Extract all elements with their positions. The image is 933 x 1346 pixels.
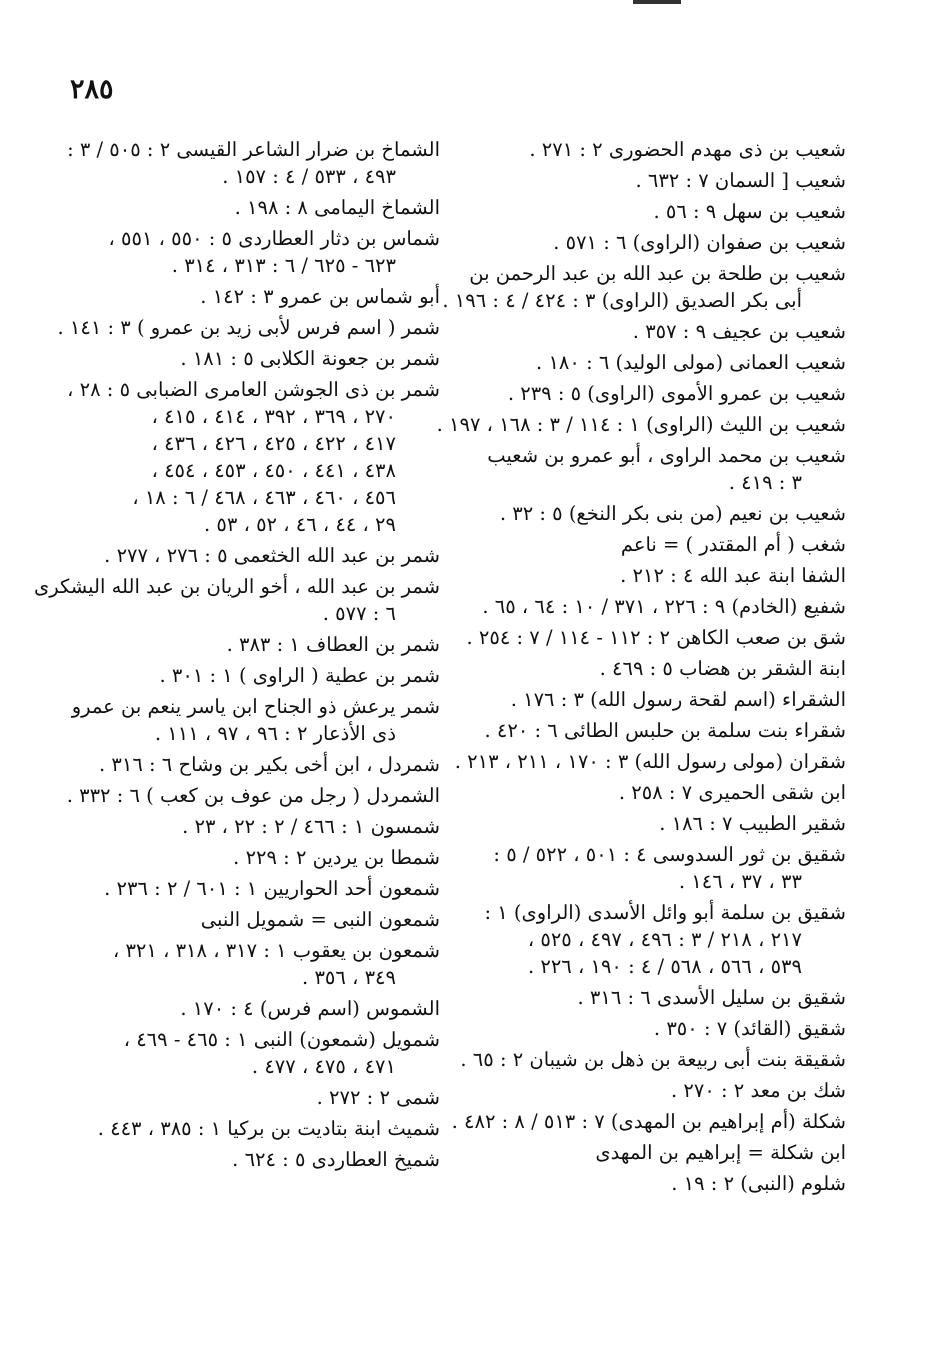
index-entry	[470, 779, 846, 806]
entry-line: شكلة (أم إبراهيم بن المهدى) ٧ : ٥١٣ / ٨ : ٤٨٢ .	[451, 1110, 846, 1133]
entry-line: شمويل (شمعون) النبى ١ : ٤٦٥ - ٤٦٩ ،	[123, 1028, 440, 1051]
index-entry	[470, 984, 846, 1011]
entry-continuation-line: ٦ : ٥٧٧ .	[322, 602, 396, 625]
entry-continuation-line: ٣ : ٤١٩ .	[728, 471, 802, 494]
index-entry	[470, 229, 846, 256]
index-entry	[68, 782, 440, 809]
entry-continuation-line: ٢١٧ ، ٢١٨ / ٣ : ٤٩٦ ، ٤٩٧ ، ٥٢٥ ،	[527, 928, 802, 951]
index-entry	[436, 411, 846, 438]
entry-line: شمسون ١ : ٤٦٦ / ٢ : ٢٢ ، ٢٣ .	[182, 815, 440, 838]
entry-line: ابنة الشقر بن هضاب ٥ : ٤٦٩ .	[599, 657, 846, 680]
entry-line: الشقراء (اسم لقحة رسول الله) ٣ : ١٧٦ .	[510, 688, 846, 711]
index-entry	[33, 573, 440, 627]
entry-line: شمر بن ذى الجوشن العامرى الضبابى ٥ : ٢٨ ،	[67, 378, 440, 401]
entry-line: شميخ العطاردى ٥ : ٦٢٤ .	[232, 1148, 440, 1171]
entry-line: شمى ٢ : ٢٧٢ .	[316, 1086, 440, 1109]
index-entry	[460, 1046, 846, 1073]
entry-line: شقيق (القائد) ٧ : ٣٥٠ .	[653, 1017, 846, 1040]
entry-continuation-line: ٣٤٩ ، ٣٥٦ .	[302, 966, 396, 989]
entry-continuation-line: ٤٣٨ ، ٤٤١ ، ٤٥٠ ، ٤٥٣ ، ٤٥٤ ،	[151, 459, 396, 482]
entry-line: شعيب بن نعيم (من بنى بكر النخع) ٥ : ٣٢ .	[499, 502, 846, 525]
index-entry	[470, 136, 846, 163]
index-entry	[68, 662, 440, 689]
entry-continuation-line: ٥٣٩ ، ٥٦٦ ، ٥٦٨ / ٤ : ١٩٠ ، ٢٢٦ .	[527, 955, 802, 978]
entry-line: شقيقة بنت أبى ربيعة بن ذهل بن شيبان ٢ : ٦٥ .	[460, 1048, 846, 1071]
index-entry	[68, 1115, 440, 1142]
entry-line: شقيق بن ثور السدوسى ٤ : ٥٠١ ، ٥٢٢ / ٥ :	[493, 843, 846, 866]
entry-line: شغب ( أم المقتدر ) = ناعم	[620, 533, 846, 556]
entry-line: شمر بن عطية ( الراوى ) ١ : ٣٠١ .	[159, 664, 440, 687]
index-entry	[470, 686, 846, 713]
entry-line: شميث ابنة بتاديت بن بركيا ١ : ٣٨٥ ، ٤٤٣ .	[97, 1117, 440, 1140]
index-entry	[470, 349, 846, 376]
index-entry	[466, 624, 846, 651]
index-entry	[68, 937, 440, 991]
entry-line: شق بن صعب الكاهن ٢ : ١١٢ - ١١٤ / ٧ : ٢٥٤ .	[466, 626, 846, 649]
entry-line: شقير الطبيب ٧ : ١٨٦ .	[659, 812, 846, 835]
entry-line: ابن شكلة = إبراهيم بن المهدى	[595, 1141, 846, 1164]
entry-continuation-line: ٢٩ ، ٤٤ ، ٤٦ ، ٥٢ ، ٥٣ .	[204, 513, 396, 536]
entry-line: شعيب بن عجيف ٩ : ٣٥٧ .	[632, 320, 846, 343]
entry-line: شقران (مولى رسول الله) ٣ : ١٧٠ ، ٢١١ ، ٢١٣ .	[454, 750, 846, 773]
index-entry	[68, 693, 440, 747]
index-entry	[68, 995, 440, 1022]
index-entry	[57, 314, 440, 341]
entry-line: الشموس (اسم فرس) ٤ : ١٧٠ .	[180, 997, 440, 1020]
left-column	[33, 136, 440, 1177]
entry-line: شمر بن عبد الله الخثعمى ٥ : ٢٧٦ ، ٢٧٧ .	[104, 544, 440, 567]
index-entry	[470, 562, 846, 589]
page-number: ٢٨٥	[70, 74, 114, 105]
index-entry	[68, 844, 440, 871]
index-entry	[68, 1084, 440, 1111]
index-entry	[470, 318, 846, 345]
entry-line: شمر ( اسم فرس لأبى زيد بن عمرو ) ٣ : ١٤١ .	[57, 316, 440, 339]
index-entry	[68, 875, 440, 902]
entry-line: شلوم (النبى) ٢ : ١٩ .	[671, 1172, 846, 1195]
entry-line: شقراء بنت سلمة بن حلبس الطائى ٦ : ٤٢٠ .	[484, 719, 846, 742]
entry-line: شعيب بن محمد الراوى ، أبو عمرو بن شعيب	[487, 444, 846, 467]
index-entry	[68, 225, 440, 279]
index-entry	[68, 542, 440, 569]
entry-continuation-line: ٤١٧ ، ٤٢٢ ، ٤٢٥ ، ٤٢٦ ، ٤٣٦ ،	[151, 432, 396, 455]
entry-line: شعيب [ السمان ٧ : ٦٣٢ .	[635, 169, 846, 192]
index-entry	[470, 655, 846, 682]
entry-line: شعيب بن ذى مهدم الحضورى ٢ : ٢٧١ .	[529, 138, 846, 161]
entry-line: شمعون بن يعقوب ١ : ٣١٧ ، ٣١٨ ، ٣٢١ ،	[112, 939, 440, 962]
index-entry	[470, 1015, 846, 1042]
index-entry	[68, 751, 440, 778]
index-entry	[442, 260, 846, 314]
index-entry	[470, 899, 846, 980]
entry-continuation-line: ٤٧١ ، ٤٧٥ ، ٤٧٧ .	[251, 1055, 396, 1078]
entry-line: ابن شقى الحميرى ٧ : ٢٥٨ .	[618, 781, 846, 804]
entry-line: شعيب بن طلحة بن عبد الله بن عبد الرحمن بن	[469, 262, 846, 285]
entry-line: شعيب بن صفوان (الراوى) ٦ : ٥٧١ .	[553, 231, 846, 254]
index-entry	[470, 198, 846, 225]
index-entry	[68, 136, 440, 190]
entry-line: شك بن معد ٢ : ٢٧٠ .	[670, 1079, 846, 1102]
entry-line: شمر بن عبد الله ، أخو الريان بن عبد الله اليشكرى	[33, 575, 440, 598]
entry-continuation-line: أبى بكر الصديق (الراوى) ٣ : ٤٢٤ / ٤ : ١٩٦ .	[442, 289, 802, 312]
index-entry	[68, 906, 440, 933]
index-entry	[470, 167, 846, 194]
index-entry	[470, 1139, 846, 1166]
entry-line: أبو شماس بن عمرو ٣ : ١٤٢ .	[200, 285, 440, 308]
entry-line: شمعون النبى = شمويل النبى	[200, 908, 440, 931]
index-entry	[68, 283, 440, 310]
entry-line: شفيع (الخادم) ٩ : ٢٢٦ ، ٣٧١ / ١٠ : ٦٤ ، ٦٥ .	[482, 595, 846, 618]
entry-line: شعيب بن سهل ٩ : ٥٦ .	[653, 200, 846, 223]
index-entry	[470, 810, 846, 837]
index-entry	[68, 1026, 440, 1080]
entry-continuation-line: ٣٣ ، ٣٧ ، ١٤٦ .	[678, 870, 802, 893]
index-entry	[470, 593, 846, 620]
entry-continuation-line: ٢٧٠ ، ٣٦٩ ، ٣٩٢ ، ٤١٤ ، ٤١٥ ،	[151, 405, 396, 428]
top-edge-mark	[633, 0, 681, 4]
right-column	[436, 136, 846, 1201]
entry-line: شمر يرعش ذو الجناح ابن ياسر ينعم بن عمرو	[71, 695, 440, 718]
entry-continuation-line: ٤٩٣ ، ٥٣٣ / ٤ : ١٥٧ .	[222, 165, 396, 188]
index-entry	[68, 631, 440, 658]
entry-continuation-line: ٤٥٦ ، ٤٦٠ ، ٤٦٣ ، ٤٦٨ / ٦ : ١٨ ،	[132, 486, 396, 509]
entry-continuation-line: ذى الأذعار ٢ : ٩٦ ، ٩٧ ، ١١١ .	[154, 722, 396, 745]
entry-line: شقيق بن سليل الأسدى ٦ : ٣١٦ .	[577, 986, 846, 1009]
index-entry	[68, 813, 440, 840]
entry-line: شماس بن دثار العطاردى ٥ : ٥٥٠ ، ٥٥١ ،	[108, 227, 440, 250]
entry-line: شقيق بن سلمة أبو وائل الأسدى (الراوى) ١ :	[484, 901, 846, 924]
index-entry	[454, 748, 846, 775]
index-entry	[470, 717, 846, 744]
entry-line: شمر بن جعونة الكلابى ٥ : ١٨١ .	[180, 347, 440, 370]
index-entry	[470, 1077, 846, 1104]
index-entry	[68, 194, 440, 221]
index-entry	[470, 1170, 846, 1197]
entry-line: شمردل ، ابن أخى بكير بن وشاح ٦ : ٣١٦ .	[99, 753, 440, 776]
index-entry	[451, 1108, 846, 1135]
entry-line: شمر بن العطاف ١ : ٣٨٣ .	[226, 633, 440, 656]
index-entry	[470, 531, 846, 558]
entry-line: الشماخ اليمامى ٨ : ١٩٨ .	[234, 196, 440, 219]
index-entry	[470, 841, 846, 895]
entry-line: الشفا ابنة عبد الله ٤ : ٢١٢ .	[620, 564, 846, 587]
entry-line: الشماخ بن ضرار الشاعر القيسى ٢ : ٥٠٥ / ٣ :	[67, 138, 440, 161]
index-entry	[68, 345, 440, 372]
index-entry	[470, 442, 846, 496]
entry-continuation-line: ٦٢٣ - ٦٢٥ / ٦ : ٣١٣ ، ٣١٤ .	[171, 254, 396, 277]
index-entry	[68, 1146, 440, 1173]
entry-line: شعيب العمانى (مولى الوليد) ٦ : ١٨٠ .	[536, 351, 846, 374]
index-entry	[470, 500, 846, 527]
entry-line: شعيب بن الليث (الراوى) ١ : ١١٤ / ٣ : ١٦٨ ، ١٩٧ .	[436, 413, 846, 436]
index-entry	[470, 380, 846, 407]
entry-line: شمعون أحد الحواريين ١ : ٦٠١ / ٢ : ٢٣٦ .	[104, 877, 440, 900]
entry-line: شمطا بن يردين ٢ : ٢٢٩ .	[233, 846, 440, 869]
index-entry	[68, 376, 440, 538]
entry-line: الشمردل ( رجل من عوف بن كعب ) ٦ : ٣٣٢ .	[66, 784, 440, 807]
entry-line: شعيب بن عمرو الأموى (الراوى) ٥ : ٢٣٩ .	[507, 382, 846, 405]
